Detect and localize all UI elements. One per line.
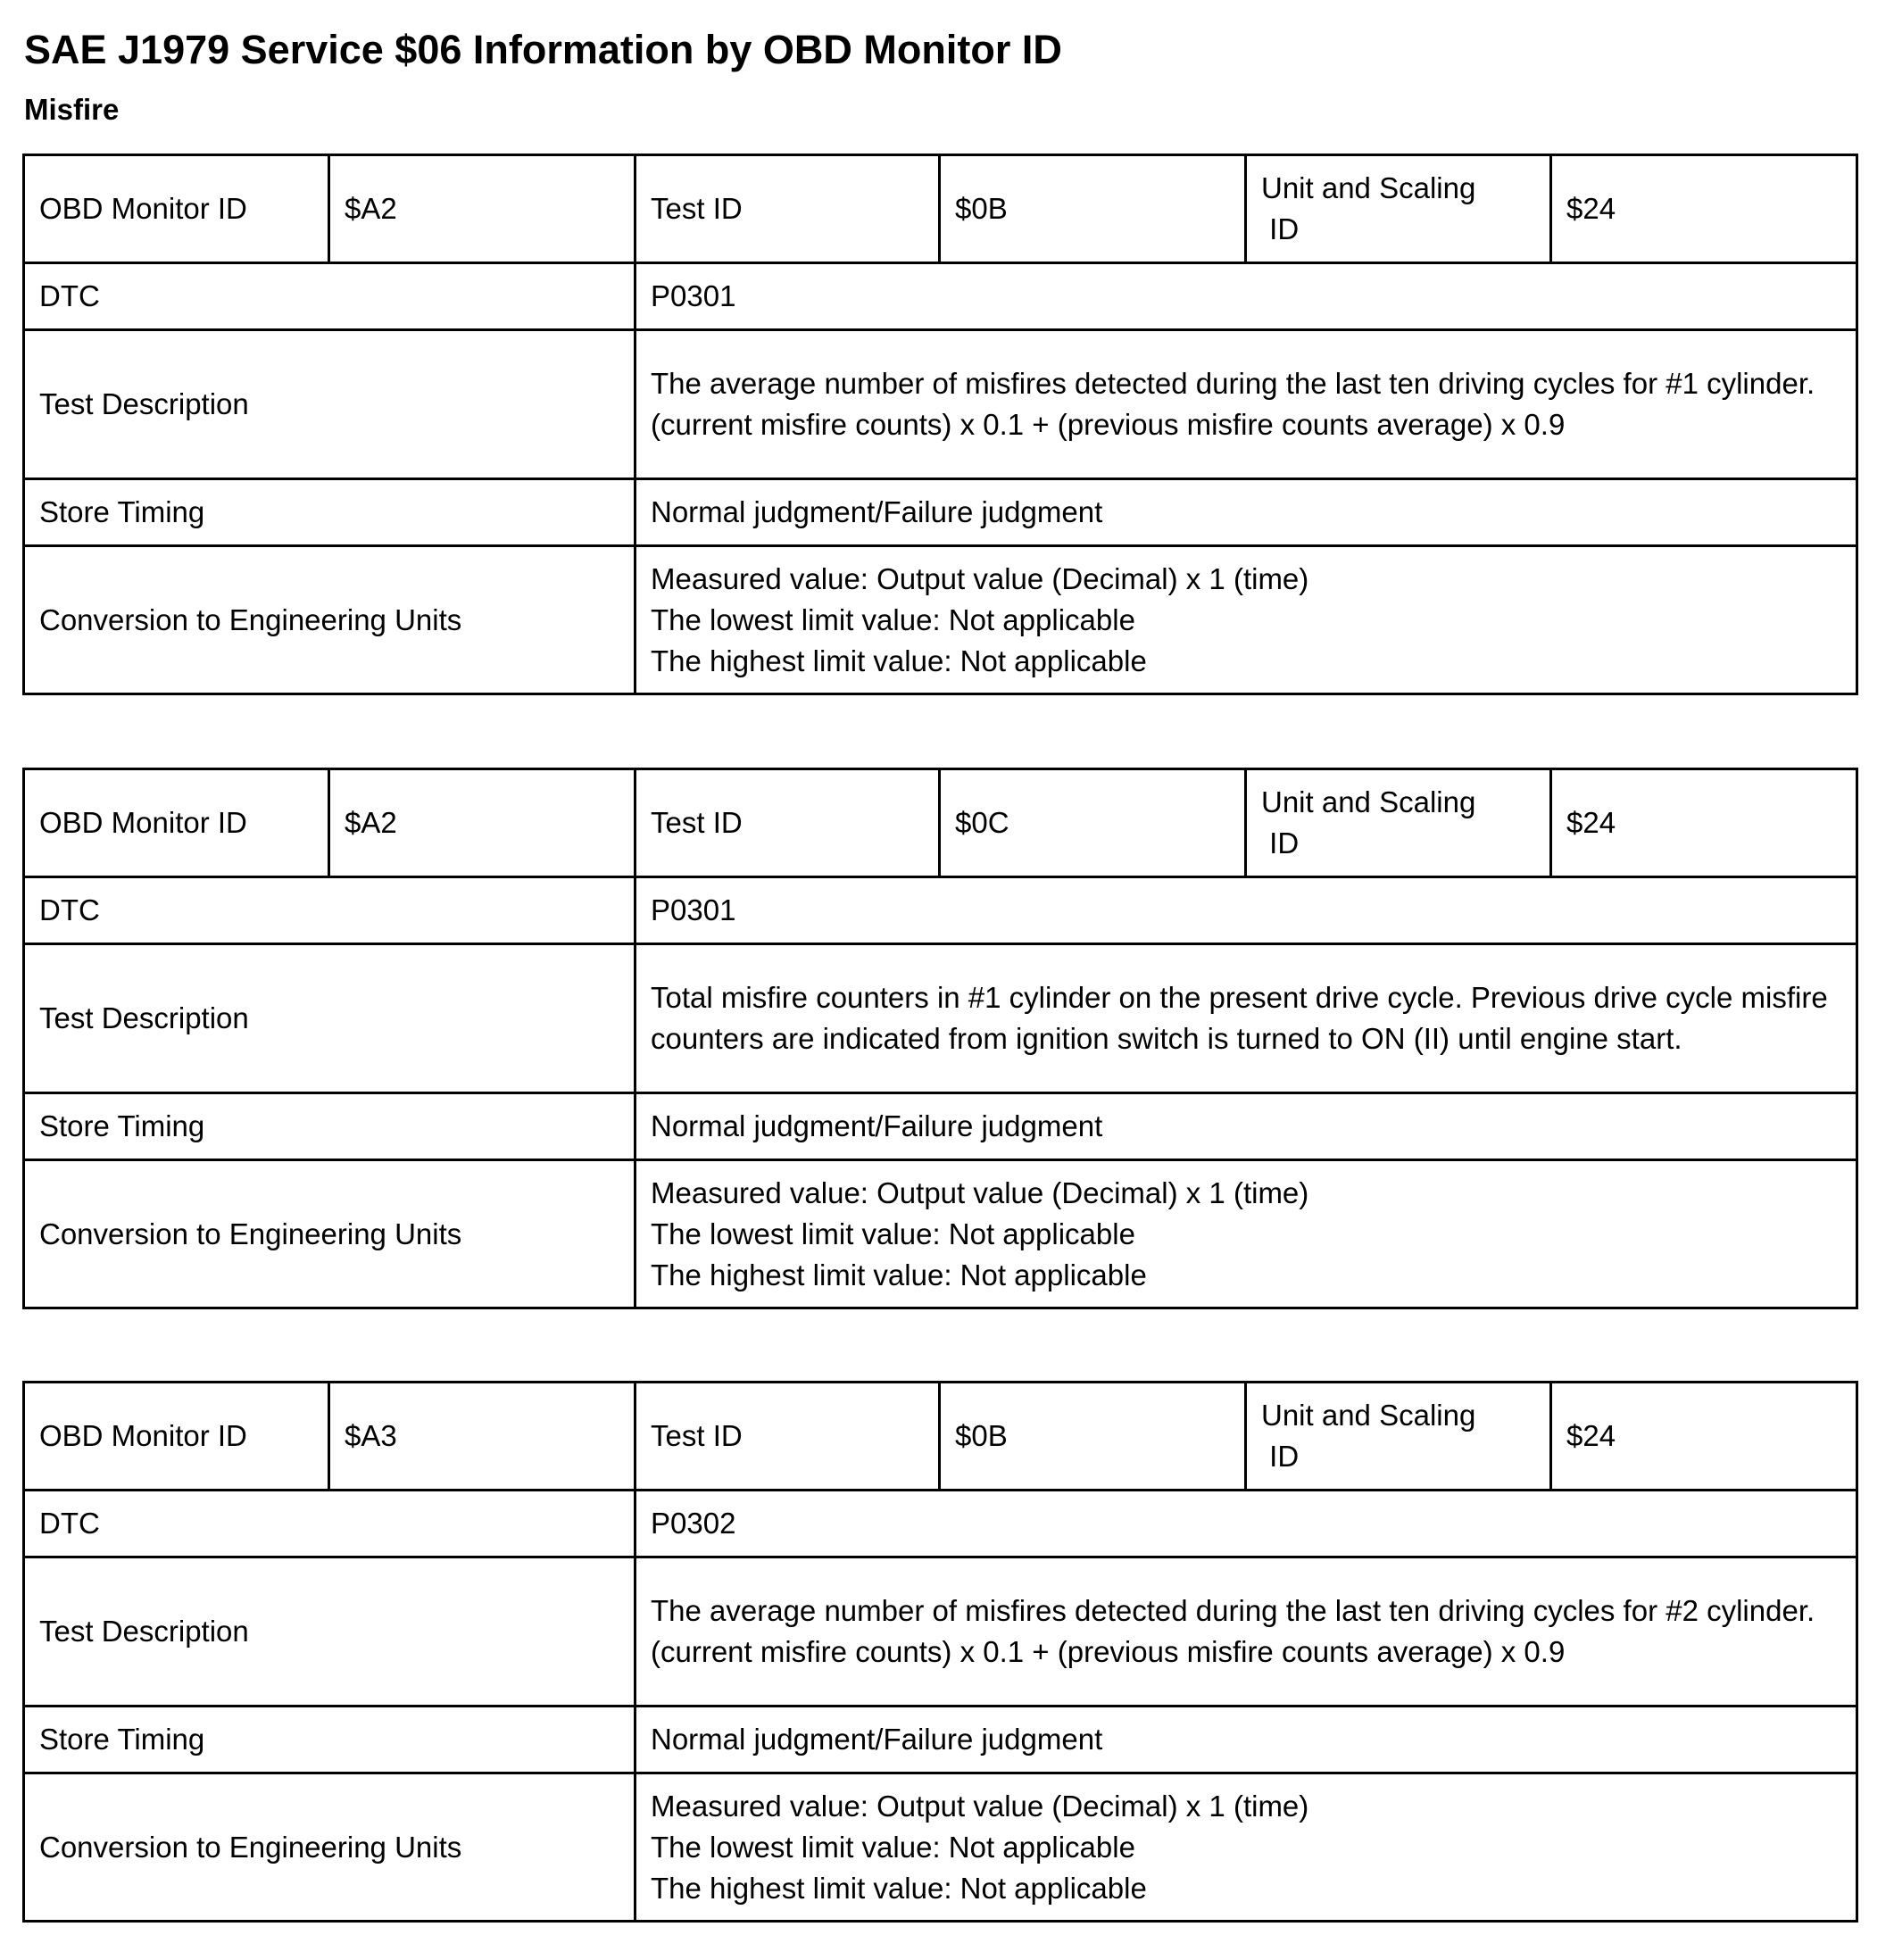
conversion-line: Measured value: Output value (Decimal) x 1 (time) [651,561,1309,595]
unit-label-line1: Unit and Scaling [1261,171,1476,204]
test-description-value [635,1557,1857,1707]
store-timing-value: Normal judgment/Failure judgment [635,1707,1857,1773]
obd-monitor-id-label: OBD Monitor ID [24,155,329,263]
obd-monitor-id-label: OBD Monitor ID [24,1383,329,1491]
test-description-label: Test Description [24,330,635,479]
test-id-value: $0C [940,769,1246,877]
conversion-label: Conversion to Engineering Units [24,546,635,694]
unit-label-line1: Unit and Scaling [1261,1399,1476,1432]
test-id-value: $0B [940,1383,1246,1491]
conversion-line: The lowest limit value: Not applicable [651,1830,1135,1864]
test-description-label: Test Description [24,1557,635,1707]
obd-monitor-id-label: OBD Monitor ID [24,769,329,877]
section-subtitle: Misfire [24,93,120,126]
conversion-line: Measured value: Output value (Decimal) x 1 (time) [651,1175,1309,1209]
obd-monitor-id-value: $A2 [329,155,635,263]
monitor-table [22,1381,1858,1923]
table-row [24,263,1857,330]
store-timing-label: Store Timing [24,1093,635,1160]
conversion-line: The highest limit value: Not applicable [651,644,1147,677]
dtc-label: DTC [24,263,635,330]
obd-monitor-id-value: $A3 [329,1383,635,1491]
test-id-value: $0B [940,155,1246,263]
monitor-table [22,154,1858,695]
conversion-label: Conversion to Engineering Units [24,1160,635,1308]
description-line: The average number of misfires detected during the last ten driving cycles for #1 cylinder. [651,367,1815,400]
description-line: The average number of misfires detected during the last ten driving cycles for #2 cylinder. [651,1594,1815,1627]
unit-scaling-id-value: $24 [1551,769,1857,877]
unit-scaling-id-value: $24 [1551,1383,1857,1491]
conversion-value [635,1773,1857,1922]
table-row [24,479,1857,546]
test-description-value [635,330,1857,479]
unit-label-line2: ID [1269,826,1300,860]
conversion-value [635,1160,1857,1308]
conversion-line: The highest limit value: Not applicable [651,1871,1147,1905]
table-row [24,1773,1857,1922]
unit-label-line1: Unit and Scaling [1261,785,1476,818]
test-description-label: Test Description [24,944,635,1093]
test-id-label: Test ID [635,155,940,263]
test-id-label: Test ID [635,769,940,877]
table-row [24,1160,1857,1308]
table-row [24,1557,1857,1707]
description-line: (current misfire counts) x 0.1 + (previous misfire counts average) x 0.9 [651,1635,1566,1668]
conversion-line: The lowest limit value: Not applicable [651,602,1135,636]
table-row [24,877,1857,944]
table-row [24,330,1857,479]
unit-scaling-id-label [1246,155,1551,263]
table-row [24,1093,1857,1160]
conversion-line: The lowest limit value: Not applicable [651,1217,1135,1250]
table-row [24,1383,1857,1491]
store-timing-label: Store Timing [24,479,635,546]
dtc-value: P0301 [635,263,1857,330]
conversion-line: Measured value: Output value (Decimal) x 1 (time) [651,1789,1309,1823]
dtc-value: P0301 [635,877,1857,944]
conversion-line: The highest limit value: Not applicable [651,1258,1147,1291]
dtc-label: DTC [24,1491,635,1557]
store-timing-value: Normal judgment/Failure judgment [635,1093,1857,1160]
description-line: (current misfire counts) x 0.1 + (previous misfire counts average) x 0.9 [651,408,1566,441]
table-row [24,546,1857,694]
table-row [24,944,1857,1093]
unit-scaling-id-label [1246,769,1551,877]
unit-label-line2: ID [1269,212,1300,245]
table-row [24,1707,1857,1773]
table-row [24,1491,1857,1557]
conversion-value [635,546,1857,694]
store-timing-label: Store Timing [24,1707,635,1773]
unit-scaling-id-label [1246,1383,1551,1491]
description-line: Total misfire counters in #1 cylinder on the present drive cycle. Previous drive cycle misfire counters are indicated from ignition switch is turned to ON (II) until engine start. [651,981,1828,1055]
dtc-value: P0302 [635,1491,1857,1557]
test-description-value [635,944,1857,1093]
monitor-table [22,768,1858,1309]
store-timing-value: Normal judgment/Failure judgment [635,479,1857,546]
dtc-label: DTC [24,877,635,944]
unit-label-line2: ID [1269,1440,1300,1473]
page-title: SAE J1979 Service $06 Information by OBD Monitor ID [24,27,1062,72]
table-row [24,769,1857,877]
test-id-label: Test ID [635,1383,940,1491]
obd-monitor-id-value: $A2 [329,769,635,877]
unit-scaling-id-value: $24 [1551,155,1857,263]
table-row [24,155,1857,263]
conversion-label: Conversion to Engineering Units [24,1773,635,1922]
